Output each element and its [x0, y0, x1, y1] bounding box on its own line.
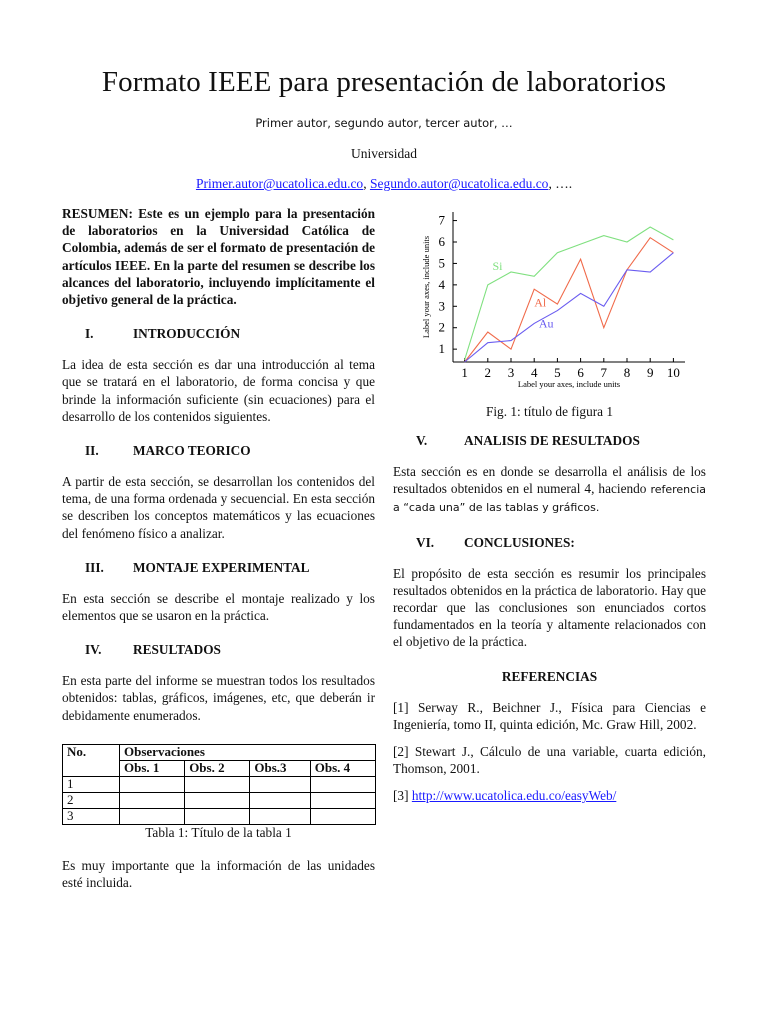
- reference-3-prefix: [3]: [393, 788, 412, 804]
- table-cell: 2: [63, 792, 120, 808]
- x-tick-label: 1: [461, 365, 468, 380]
- heading-resultados: [62, 641, 375, 658]
- email-link-1[interactable]: Primer.autor@ucatolica.edu.co: [195, 176, 364, 191]
- y-tick-label: 4: [438, 276, 445, 292]
- table-subheader: Obs. 4: [310, 760, 375, 776]
- montaje-body: En esta sección se describe el montaje realizado y los elementos que se usaron en la práctica.: [62, 590, 375, 624]
- x-tick-label: 10: [666, 365, 680, 380]
- x-tick-label: 9: [646, 365, 654, 380]
- abstract: RESUMEN: Este es un ejemplo para la presentación de laboratorios en la Universidad Católica de Colombia, además de ser el formato de presentación de artículos IEEE. En la parte del resumen se describe los alcances del laboratorio, incluyendo implícitamente el objetivo general de la práctica.: [62, 206, 375, 308]
- reference-2: [2] Stewart J., Cálculo de una variable, cuarta edición, Thomson, 2001.: [393, 744, 706, 777]
- right-column: [393, 200, 706, 805]
- heading-text: ANALISIS DE RESULTADOS: [464, 433, 640, 448]
- left-column: [62, 205, 375, 891]
- x-tick-label: 7: [600, 365, 608, 380]
- table-header-obs: Observaciones: [120, 744, 376, 760]
- heading-referencias: [393, 668, 706, 685]
- heading-number: III.: [85, 559, 104, 575]
- reference-1: [1] Serway R., Beichner J., Física para Ciencias e Ingeniería, tomo II, quinta edición, Mc. Graw Hill, 2002.: [393, 699, 706, 732]
- table-row: [63, 792, 376, 808]
- email-link-2[interactable]: Segundo.autor@ucatolica.edu.co: [369, 176, 549, 191]
- heading-text: INTRODUCCIÓN: [133, 326, 241, 342]
- heading-text: MARCO TEORICO: [133, 443, 251, 459]
- series-line-si: [465, 227, 674, 360]
- university: Universidad: [351, 146, 417, 161]
- resultados-body: En esta parte del informe se muestran todos los resultados obtenidos: tablas, gráficos, imágenes, etc, que deberán ir debidamente enumerados.: [62, 673, 375, 723]
- heading-intro: [62, 325, 375, 342]
- x-tick-label: 4: [530, 365, 538, 380]
- observations-table: [62, 744, 376, 825]
- table-subheader: Obs. 1: [120, 760, 185, 776]
- conclusiones-body: El propósito de esta sección es resumir los principales resultados obtenidos en la práctica de laboratorio. Hay que recordar que las conclusiones son enunciados cortos fundamentados en la teoría y altamente relacionados con el objetivo de la práctica.: [393, 565, 706, 650]
- heading-number: V.: [416, 433, 428, 448]
- y-axis-label: Label your axes, include units: [421, 235, 431, 339]
- x-tick-label: 8: [623, 365, 631, 380]
- heading-conclusiones: [393, 534, 706, 551]
- paper-title: Formato IEEE para presentación de laboratorios: [101, 66, 667, 98]
- table-cell: 1: [63, 776, 120, 792]
- table-row: [63, 808, 376, 824]
- heading-number: IV.: [85, 642, 102, 658]
- heading-number: VI.: [416, 534, 435, 550]
- reference-3-link[interactable]: http://www.ucatolica.edu.co/easyWeb/: [411, 788, 617, 804]
- x-tick-label: 2: [484, 365, 492, 380]
- heading-text: REFERENCIAS: [501, 668, 598, 684]
- table-cell: 3: [63, 808, 120, 824]
- series-label-au: Au: [538, 316, 554, 331]
- email-separator: ,: [363, 176, 370, 191]
- table-header-no: No.: [63, 744, 120, 776]
- heading-text: MONTAJE EXPERIMENTAL: [133, 559, 310, 575]
- x-tick-label: 6: [577, 365, 584, 380]
- series-label-al: Al: [534, 295, 547, 310]
- x-tick-label: 5: [554, 365, 561, 380]
- y-tick-label: 5: [438, 255, 445, 271]
- heading-marco: [62, 442, 375, 459]
- analisis-text: Esta sección es en donde se desarrolla el análisis de los resultados obtenidos en el numeral 4, haciendo: [393, 464, 706, 497]
- heading-number: I.: [85, 326, 94, 342]
- y-tick-label: 1: [438, 341, 445, 357]
- authors: Primer autor, segundo autor, tercer autor, …: [255, 116, 513, 130]
- table-subheader: Obs. 2: [185, 760, 250, 776]
- y-tick-label: 6: [438, 234, 445, 249]
- figure-1: [393, 200, 706, 400]
- table-subheader: Obs.3: [250, 760, 310, 776]
- y-tick-label: 2: [438, 319, 445, 335]
- analisis-text-sans: referencia a “cada una” de las tablas y gráficos.: [393, 483, 706, 515]
- marco-body: A partir de esta sección, se desarrollan los contenidos del tema, de una forma ordenada y secuencial. En esta sección se describen los conceptos matemáticos y las ecuaciones del fenómeno físico a analizar.: [62, 474, 375, 541]
- table-caption: Tabla 1: Título de la tabla 1: [145, 824, 292, 840]
- emails: [0, 176, 768, 192]
- heading-text: CONCLUSIONES:: [464, 534, 575, 550]
- reference-3: [393, 787, 706, 804]
- table-row: [63, 776, 376, 792]
- x-tick-label: 3: [507, 365, 515, 380]
- series-label-si: Si: [492, 258, 503, 273]
- series-line-al: [465, 238, 674, 362]
- figure-caption: Fig. 1: título de figura 1: [485, 404, 614, 419]
- heading-analisis: [393, 432, 706, 449]
- email-tail: , ….: [548, 176, 573, 191]
- y-tick-label: 7: [438, 212, 445, 228]
- x-axis-label: Label your axes, include units: [517, 379, 621, 389]
- analisis-body: [393, 463, 706, 517]
- intro-body: La idea de esta sección es dar una introducción al tema que se tratará en el laboratorio, de forma concisa y que brinde la información suficiente (sin ecuaciones) para el desarrollo de los contenidos siguientes.: [62, 357, 375, 424]
- units-note: Es muy importante que la información de las unidades esté incluida.: [62, 857, 375, 891]
- heading-text: RESULTADOS: [133, 642, 221, 658]
- line-chart: [393, 200, 706, 395]
- heading-number: II.: [85, 443, 99, 459]
- heading-montaje: [62, 559, 375, 576]
- y-tick-label: 3: [438, 298, 445, 314]
